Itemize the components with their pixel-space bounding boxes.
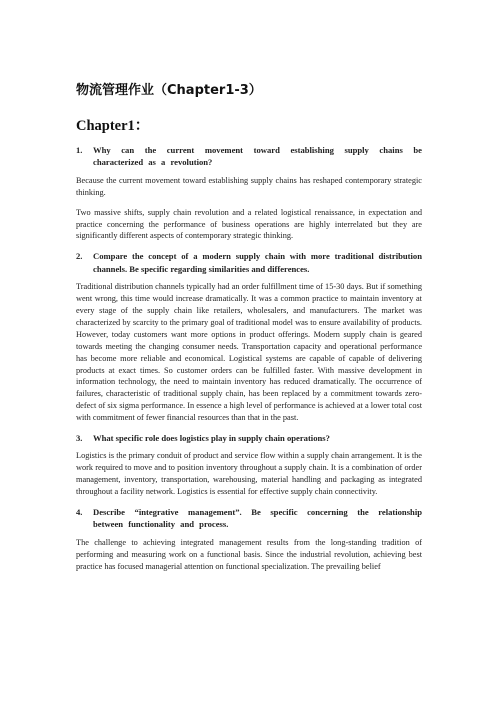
answer-paragraph: Two massive shifts, supply chain revolution and a related logistical renaissance, in expectation and practice concerning the performance of business operations are highly interrelated but they are significantly different aspects of contemporary strategic thinking. — [76, 207, 422, 241]
question-number: 1. — [76, 145, 83, 155]
question-number: 4. — [76, 507, 83, 518]
question-text: What specific role does logistics play in supply chain operations? — [93, 433, 330, 444]
chapter-heading: Chapter1： — [76, 118, 150, 134]
answer-paragraph: The challenge to achieving integrated management results from the long-standing tradition of performing and measuring work on a functional basis. Since the industrial revolution, achieving best practice has focused managerial attention on functional specialization. The prevailing belief — [76, 537, 422, 571]
answer-paragraph: Logistics is the primary conduit of product and service flow within a supply chain arrangement. It is the work required to move and to position inventory throughout a supply chain. It is a combination of order management, inventory, transportation, warehousing, material handling and packaging as integrated throughout a facility network. Logistics is essential for effective supply chain connectivity. — [76, 451, 422, 497]
question-number: 2. — [76, 251, 83, 262]
answer-paragraph: Traditional distribution channels typically had an order fulfillment time of 15-30 days. But if something went wrong, this time would increase dramatically. It was a common practice to maintain inventory at every stage of the supply chain like retailers, wholesalers, and manufacturers. The market was characterized by scarcity to the primary goal of traditional model was to ensure availability of products. However, today customers want more options in product offerings. Modern supply chain is geared towards meeting the changing consumer needs. Transportation capacity and operational performance has become more reliable and economical. Logistical systems are capable of capable of delivering products at exact times. So customer orders can be fulfilled faster. With massive development in information technology, the need to maintain inventory has reduced dramatically. The occurrence of failures, characteristic of traditional supply chain, has been replaced by a commitment towards zero-defect of six sigma performance. In essence a high level of performance is achieved at a lower total cost with commitment of fewer financial resources than that in the past. — [76, 282, 422, 423]
document-body — [76, 144, 422, 573]
question-2 — [76, 250, 422, 275]
question-text: Compare the concept of a modern supply chain with more traditional distribution channels. Be specific regarding similarities and differences. — [93, 251, 422, 274]
question-number: 3. — [76, 433, 83, 444]
question-1 — [76, 144, 422, 169]
answer-paragraph: Because the current movement toward establishing supply chains has reshaped contemporary strategic thinking. — [76, 175, 422, 197]
question-3 — [76, 432, 422, 444]
question-text: Why can the current movement toward establishing supply chains be characterized as a revolution? — [93, 145, 422, 168]
question-text: Describe “integrative management”. Be specific concerning the relationship between functionality and process. — [93, 507, 422, 530]
document-title: 物流管理作业（Chapter1-3） — [76, 83, 262, 98]
question-4 — [76, 506, 422, 531]
